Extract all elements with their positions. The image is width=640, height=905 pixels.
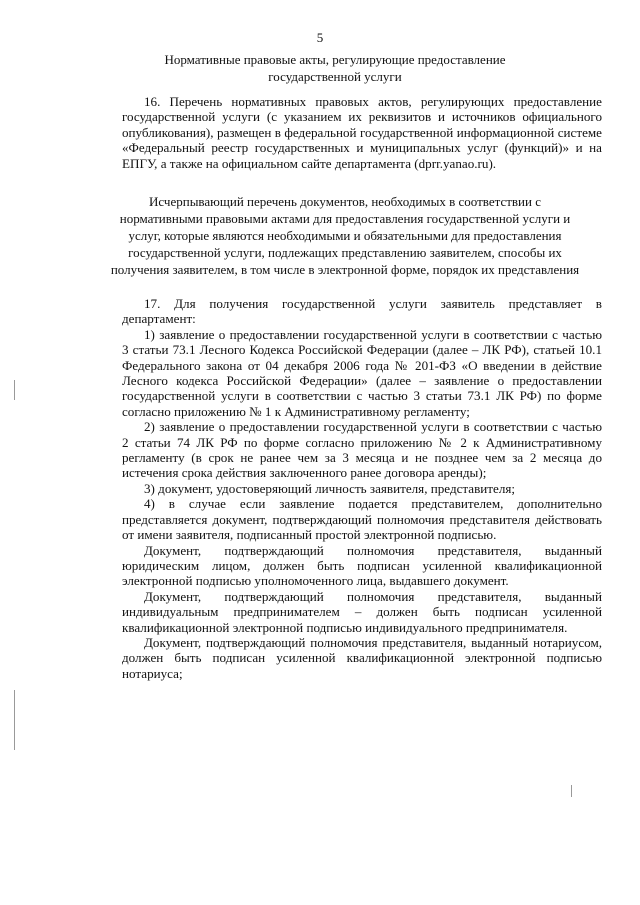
scan-margin-mark [14, 380, 15, 400]
paragraph-16 [122, 94, 602, 171]
scan-margin-mark [14, 690, 15, 750]
scan-margin-mark [571, 785, 572, 797]
paragraph: 17. Для получения государственной услуги заявитель представляет в департамент: [122, 296, 602, 327]
paragraph: 4) в случае если заявление подается представителем, дополнительно представляется документ, подтверждающий полномочия представителя действовать от имени заявителя, подписанный простой электронной подписью. [122, 496, 602, 543]
paragraph: Документ, подтверждающий полномочия представителя, выданный индивидуальным предпринимателем – должен быть подписан усиленной квалификационной электронной подписью индивидуального предпринимателя. [122, 588, 602, 635]
paragraph-17-block [122, 296, 602, 681]
paragraph: Документ, подтверждающий полномочия представителя, выданный юридическим лицом, должен быть подписан усиленной квалификационной электронной подписью уполномоченного лица, выдавшего документ. [122, 542, 602, 589]
section-heading: Нормативные правовые акты, регулирующие предоставление государственной услуги [164, 52, 506, 84]
paragraph: 2) заявление о предоставлении государственной услуги в соответствии с частью 2 статьи 74 ЛК РФ по форме согласно приложению № 2 к Административному регламенту (в срок не ранее чем за 3 месяца и не позднее чем за 2 месяца до истечения срока действия заключенного ранее договора аренды); [122, 419, 602, 481]
paragraph: 3) документ, удостоверяющий личность заявителя, представителя; [144, 480, 516, 496]
page-number: 5 [316, 30, 324, 45]
paragraph: 1) заявление о предоставлении государственной услуги в соответствии с частью 3 статьи 73.1 Лесного Кодекса Российской Федерации (далее – ЛК РФ), статьей 10.1 Федерального закона от 04 декабря 2006 года № 201-ФЗ «О введении в действие Лесного кодекса Российской Федерации» (далее – заявление о предоставлении государственной услуги в соответствии с частью 3 статьи 73.1 ЛК РФ) по форме согласно приложению № 1 к Административному регламенту; [122, 326, 602, 419]
paragraph: Документ, подтверждающий полномочия представителя, выданный нотариусом, должен быть подписан усиленной квалификационной электронной подписью нотариуса; [122, 634, 602, 681]
paragraph-16-text: 16. Перечень нормативных правовых актов, регулирующих предоставление государственной услуги (с указанием их реквизитов и источников официального опубликования), размещен в федеральной государственной информационной системе «Федеральный реестр государственных и муниципальных услуг (функций)» и на ЕПГУ, а также на официальном сайте департамента (dprr.yanao.ru). [122, 94, 602, 171]
documents-heading: Исчерпывающий перечень документов, необходимых в соответствии с нормативными правовыми актами для предоставления государственной услуги и услуг, которые являются необходимыми и обязательными для предоставления государственной услуги, подлежащих представлению заявителем, способы их получения заявителем, в том числе в электронной форме, порядок их представления [110, 194, 580, 277]
